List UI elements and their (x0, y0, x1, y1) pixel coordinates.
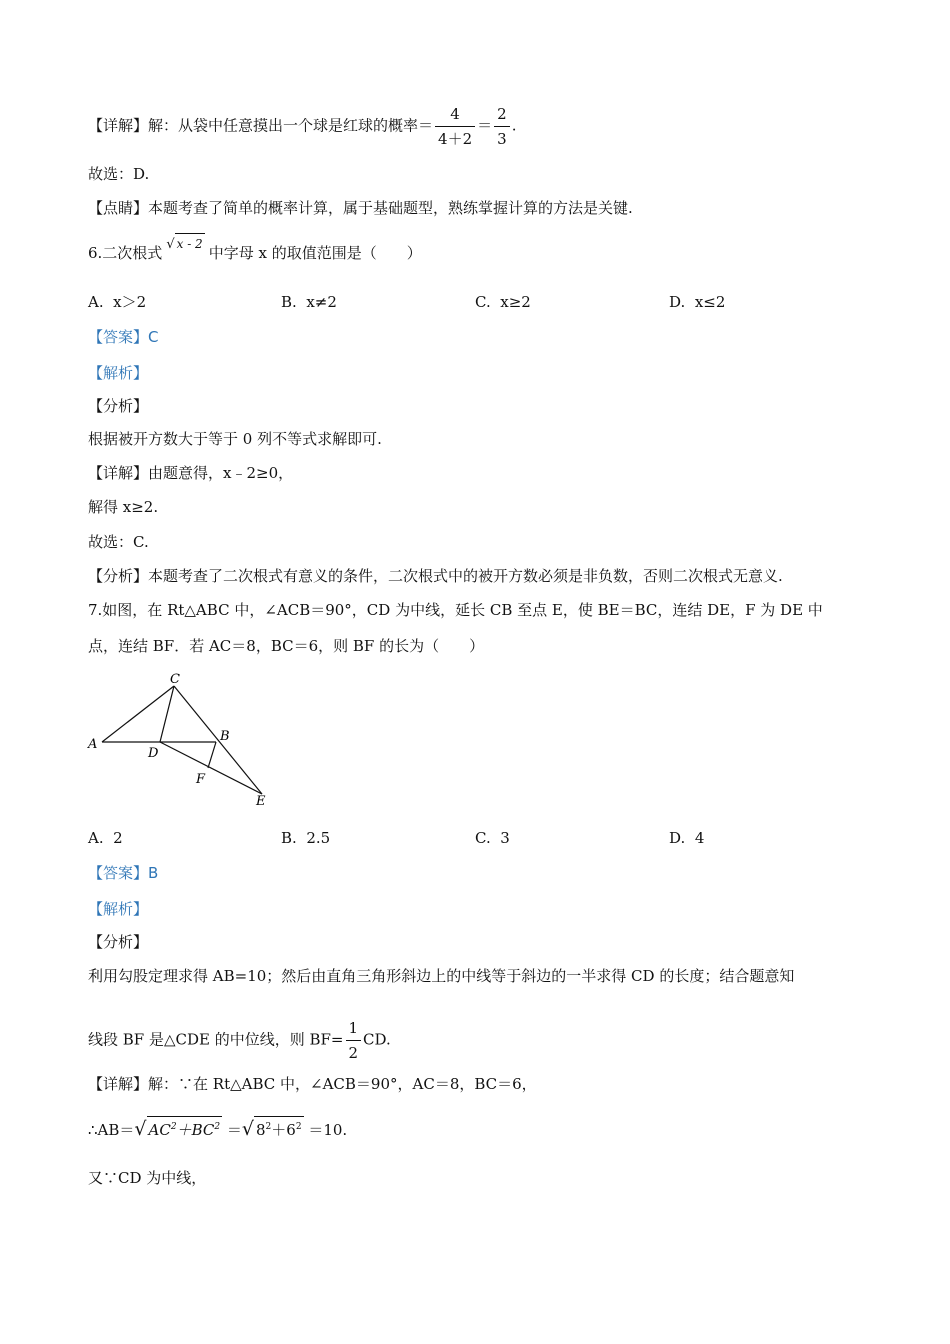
option-text: x≥2 (500, 293, 531, 311)
label-e: E (256, 794, 266, 809)
option-label: B. (281, 829, 297, 847)
ab-prefix: ∴AB＝ (88, 1121, 135, 1139)
radical-sign: √ (166, 237, 175, 252)
q7-analysis-tag: 【解析】 (88, 900, 149, 918)
label-a: A (88, 737, 98, 752)
fraction-one-half (346, 1018, 362, 1063)
option-text: 4 (694, 829, 705, 847)
fenxi-text-end: CD. (363, 1030, 391, 1049)
exponent: 2 (265, 1122, 272, 1132)
comment-text: 本题考查了二次根式有意义的条件，二次根式中的被开方数必须是非负数，否则二次根式无意义. (148, 567, 783, 585)
q6-analysis-tag: 【解析】 (88, 364, 149, 382)
q6-comment-line (88, 566, 783, 586)
radical-expression (166, 233, 204, 255)
radicand-ac-bc (147, 1116, 223, 1140)
answer-value: C (148, 328, 159, 346)
q7-option-a[interactable] (88, 828, 123, 848)
q7-option-d[interactable] (669, 828, 704, 848)
radical-sign: √ (134, 1118, 147, 1140)
segment-cd (160, 686, 174, 742)
detail-tag: 【详解】 (88, 116, 149, 135)
geometry-figure (82, 668, 282, 813)
fraction-2-over-3 (494, 104, 510, 149)
option-label: C. (475, 293, 491, 311)
option-text: x＞2 (113, 293, 147, 311)
q6-solve-line: 解得 x≥2. (88, 498, 159, 516)
q7-option-b[interactable] (281, 828, 330, 848)
option-text: 2 (113, 829, 123, 847)
choice-line-p1: 故选：D. (88, 165, 150, 183)
q7-answer-line (88, 863, 158, 883)
detail-text: 解：∵在 Rt△ABC 中，∠ACB＝90°，AC＝8，BC＝6， (148, 1075, 537, 1093)
answer-tag: 【答案】 (88, 328, 149, 346)
fraction-denominator: 2 (348, 1044, 359, 1062)
question-7-stem-line2: 点，连结 BF．若 AC＝8，BC＝6，则 BF 的长为（ ） (88, 637, 485, 655)
option-label: B. (281, 293, 297, 311)
fraction-numerator: 1 (346, 1018, 362, 1041)
label-b: B (220, 729, 230, 744)
segment-bf (208, 742, 216, 768)
q6-option-c[interactable] (475, 292, 531, 312)
q7-ab-calculation (88, 1116, 347, 1140)
fraction-numerator: 4 (435, 104, 475, 127)
option-text: 3 (500, 829, 510, 847)
option-label: D. (669, 293, 686, 311)
q7-fenxi-tag: 【分析】 (88, 933, 149, 951)
q6-answer-line (88, 327, 159, 347)
label-c: C (170, 672, 180, 687)
segment-de (160, 742, 262, 794)
comment-tag: 【分析】 (88, 567, 149, 585)
equals-sign: ＝ (477, 116, 493, 135)
fraction-denominator: 3 (497, 130, 507, 148)
segment-ce (174, 686, 262, 794)
ab-result: ＝10. (308, 1121, 348, 1139)
exponent: 2 (170, 1122, 177, 1132)
period: . (511, 116, 517, 135)
q7-detail-line (88, 1074, 537, 1094)
question-6-stem (88, 237, 422, 265)
detail-line-probability (88, 104, 516, 149)
fraction-4-over-6 (435, 104, 475, 149)
fraction-numerator: 2 (494, 104, 510, 127)
exponent: 2 (214, 1122, 221, 1132)
fraction-denominator: 4＋2 (438, 130, 473, 148)
label-f: F (196, 772, 206, 787)
q6-option-d[interactable] (669, 292, 725, 312)
detail-text: 解：从袋中任意摸出一个球是红球的概率＝ (148, 116, 434, 135)
term-8: 8 (255, 1121, 266, 1139)
q6-choice-line: 故选：C. (88, 533, 149, 551)
question-7-stem-line1: 7.如图，在 Rt△ABC 中，∠ACB＝90°，CD 为中线，延长 CB 至点 E，使 BE＝BC，连结 DE，F 为 DE 中 (88, 601, 823, 619)
detail-tag: 【详解】 (88, 1075, 149, 1093)
option-label: C. (475, 829, 491, 847)
segment-ac (102, 686, 174, 742)
equals-sign: ＝ (226, 1121, 242, 1139)
option-text: x≠2 (306, 293, 337, 311)
q6-detail-line (88, 463, 293, 483)
radicand-8-6 (254, 1116, 304, 1140)
radicand: x - 2 (175, 233, 205, 254)
q7-fenxi-line2 (88, 1018, 391, 1063)
term-bc: ＋BC (176, 1121, 215, 1139)
option-label: A. (88, 293, 104, 311)
option-text: x≤2 (694, 293, 726, 311)
q6-option-b[interactable] (281, 292, 337, 312)
term-6: ＋6 (271, 1121, 296, 1139)
detail-text: 由题意得，x﹣2≥0， (148, 464, 294, 482)
radical-sign: √ (241, 1118, 254, 1140)
q6-fenxi-text: 根据被开方数大于等于 0 列不等式求解即可. (88, 430, 382, 448)
q7-median-line: 又∵CD 为中线， (88, 1169, 207, 1187)
q7-fenxi-line1: 利用勾股定理求得 AB=10；然后由直角三角形斜边上的中线等于斜边的一半求得 CD 的长度；结合题意知 (88, 967, 795, 985)
comment-line-p1: 【点睛】本题考查了简单的概率计算，属于基础题型，熟练掌握计算的方法是关键. (88, 199, 633, 217)
q6-option-a[interactable] (88, 292, 146, 312)
q7-option-c[interactable] (475, 828, 510, 848)
option-text: 2.5 (306, 829, 331, 847)
answer-value: B (148, 864, 159, 882)
option-label: A. (88, 829, 104, 847)
detail-tag: 【详解】 (88, 464, 149, 482)
stem-suffix: 中字母 x 的取值范围是（ ） (208, 244, 422, 262)
term-ac: AC (148, 1121, 171, 1139)
option-label: D. (669, 829, 686, 847)
q6-fenxi-tag: 【分析】 (88, 397, 149, 415)
exponent: 2 (295, 1122, 302, 1132)
answer-tag: 【答案】 (88, 864, 149, 882)
fenxi-text: 线段 BF 是△CDE 的中位线，则 BF= (88, 1030, 344, 1049)
label-d: D (148, 746, 159, 761)
stem-prefix: 6.二次根式 (88, 244, 163, 262)
